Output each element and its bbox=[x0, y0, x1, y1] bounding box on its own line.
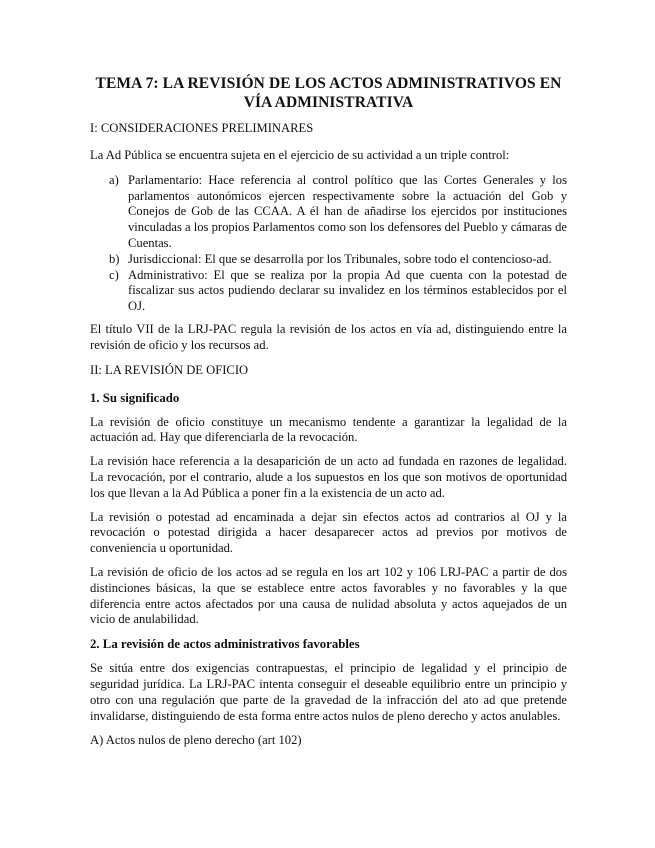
lrj-pac-paragraph: El título VII de la LRJ-PAC regula la revisión de los actos en vía ad, distinguiendo entre la revisión de oficio y los recursos ad. bbox=[90, 321, 567, 352]
list-marker: b) bbox=[109, 251, 120, 266]
paragraph-revision-revocacion: La revisión hace referencia a la desaparición de un acto ad fundada en razones de legalidad. La revocación, por el contrario, alude a los supuestos en los que son motivos de oportunidad los que llevan a la Ad Pública a poner fin a la existencia de un acto ad. bbox=[90, 454, 567, 500]
paragraph-revision-definicion: La revisión de oficio constituye un mecanismo tendente a garantizar la legalidad de la actuación ad. Hay que diferenciarla de la revocación. bbox=[90, 414, 567, 445]
list-item-text: Parlamentario: Hace referencia al control político que las Cortes Generales y los parlamentos autonómicos ejercen respectivamente sobre la actuación del Gob y Conejos de Gob de las CCAA. A él han de añadirse los ejercidos por instituciones vinculadas a los propios Parlamentos como son los defensores del Pueblo y cámaras de Cuentas. bbox=[128, 172, 567, 250]
control-list bbox=[90, 173, 567, 315]
list-item-text: Administrativo: El que se realiza por la propia Ad que cuenta con la potestad de fiscalizar sus actos pudiendo declarar su invalidez en los términos establecidos por el OJ. bbox=[128, 267, 567, 314]
heading-actos-favorables: 2. La revisión de actos administrativos favorables bbox=[90, 637, 360, 652]
paragraph-regulacion: La revisión de oficio de los actos ad se regula en los art 102 y 106 LRJ-PAC a partir de dos distinciones básicas, la que se establece entre actos favorables y no favorables y la que diferencia entre actos afectados por una causa de nulidad absoluta y actos aquejados de un vicio de anulabilidad. bbox=[90, 564, 567, 627]
document-title: TEMA 7: LA REVISIÓN DE LOS ACTOS ADMINISTRATIVOS EN VÍA ADMINISTRATIVA bbox=[95, 75, 562, 111]
paragraph-potestad: La revisión o potestad ad encaminada a dejar sin efectos actos ad contrarios al OJ y la revocación o potestad dirigida a hacer desaparecer actos ad previos por motivos de conveniencia u oportunidad. bbox=[90, 509, 567, 556]
section-heading-revision-oficio: II: LA REVISIÓN DE OFICIO bbox=[90, 362, 249, 377]
list-marker: c) bbox=[109, 267, 119, 282]
heading-su-significado: 1. Su significado bbox=[90, 390, 180, 405]
intro-paragraph: La Ad Pública se encuentra sujeta en el ejercicio de su actividad a un triple control: bbox=[90, 148, 510, 162]
paragraph-exigencias: Se sitúa entre dos exigencias contrapuestas, el principio de legalidad y el principio de seguridad jurídica. La LRJ-PAC intenta conseguir el deseable equilibrio entre un principio y otro con una regulación que parte de la gravedad de la infracción del ato ad que pretende invalidarse, distinguiendo de esta forma entre actos nulos de pleno derecho y actos anulables. bbox=[90, 661, 567, 723]
control-item-parlamentario bbox=[109, 172, 567, 252]
subheading-actos-nulos: A) Actos nulos de pleno derecho (art 102) bbox=[90, 733, 302, 748]
control-item-administrativo bbox=[109, 267, 567, 315]
control-item-jurisdiccional bbox=[109, 251, 567, 268]
section-heading-consideraciones: I: CONSIDERACIONES PRELIMINARES bbox=[90, 121, 314, 135]
list-item-text: Jurisdiccional: El que se desarrolla por los Tribunales, sobre todo el contencioso-ad. bbox=[128, 251, 552, 266]
list-marker: a) bbox=[109, 172, 119, 187]
